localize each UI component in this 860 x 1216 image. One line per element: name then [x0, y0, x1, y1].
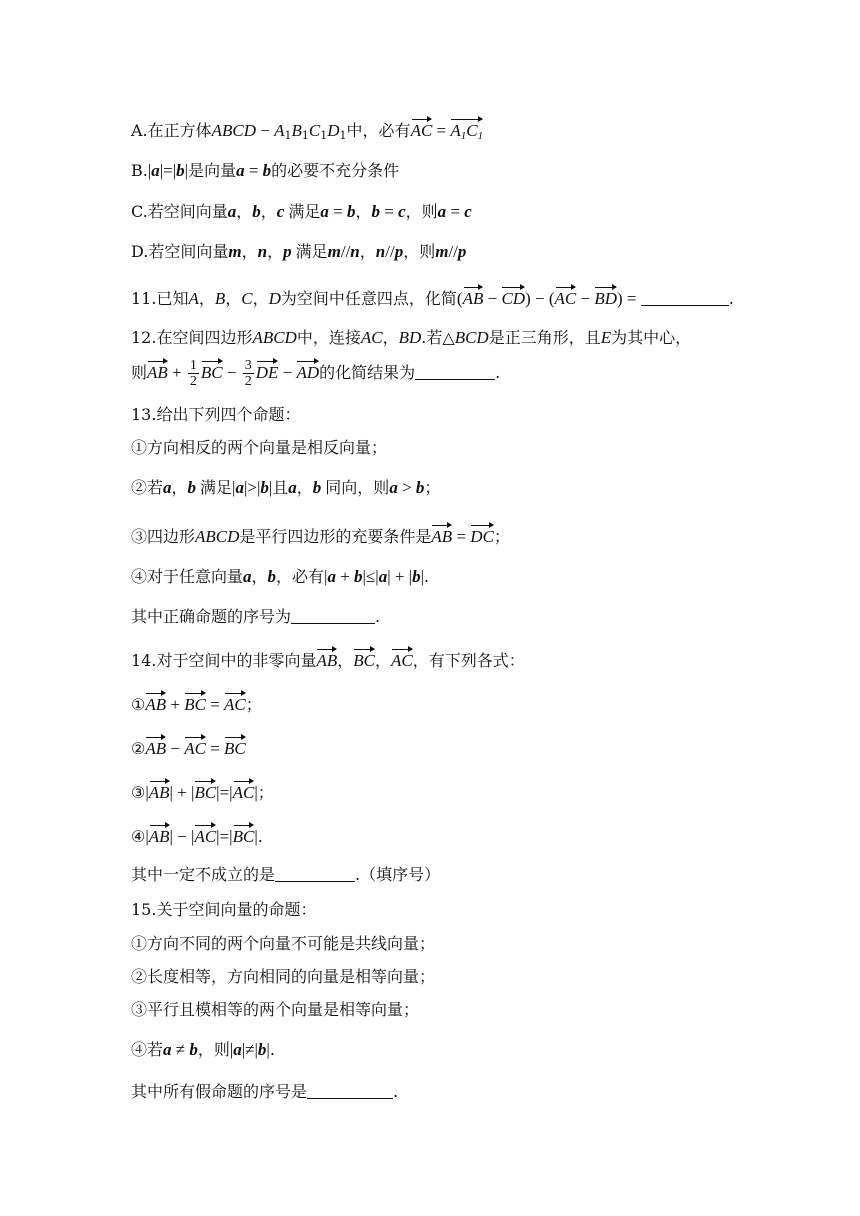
option-c: C.若空间向量a，b，c 满足a = b，b = c，则a = c: [131, 202, 472, 221]
question-13-title: 13.给出下列四个命题：: [131, 405, 301, 424]
question-11: 11.已知A，B，C，D为空间中任意四点，化简(AB − CD) − (AC − BD) = .: [131, 285, 734, 310]
question-13-footer: 其中正确命题的序号为 .: [131, 607, 381, 626]
option-a: A.在正方体ABCD − $A_1B_1C_1D_1$中，必有AC = $A_1C_1$: [131, 117, 483, 147]
question-12-line2: 则AB + $\frac{1}{2}$ BC − $\frac{3}{2}$ DE − AD的化简结果为 .: [131, 358, 501, 389]
question-14-item-2: ②AB − AC = BC: [131, 735, 246, 760]
question-15-item-4: ④若a ≠ b，则|a|≠|b|.: [131, 1040, 275, 1059]
question-14-footer: 其中一定不成立的是 .（填序号）: [131, 865, 441, 884]
question-15-item-3: ③平行且模相等的两个向量是相等向量；: [131, 1000, 420, 1019]
question-14-item-1: ①AB + BC = AC；: [131, 691, 262, 716]
question-15-footer: 其中所有假命题的序号是 .: [131, 1082, 399, 1101]
question-13-item-3: ③四边形ABCD是平行四边形的充要条件是AB = DC；: [131, 523, 510, 548]
question-13-item-4: ④对于任意向量a，b，必有|a + b|≤|a| + |b|.: [131, 567, 430, 586]
question-14-item-4: ④|AB| − |AC|=|BC|.: [131, 823, 263, 848]
option-b: B.|a|=|b|是向量a = b的必要不充分条件: [131, 161, 400, 180]
question-15-item-2: ②长度相等，方向相同的向量是相等向量；: [131, 967, 436, 986]
option-d: D.若空间向量m，n，p 满足m//n，n//p，则m//p: [131, 242, 467, 261]
question-13-item-1: ①方向相反的两个向量是相反向量；: [131, 438, 388, 457]
question-15-item-1: ①方向不同的两个向量不可能是共线向量；: [131, 934, 436, 953]
question-14-item-3: ③|AB| + |BC|=|AC|；: [131, 779, 274, 804]
question-12-line1: 12.在空间四边形ABCD中，连接AC，BD.若△BCD是正三角形，且E为其中心，: [131, 328, 692, 347]
question-13-item-2: ②若a，b 满足|a|>|b|且a，b 同向，则a > b；: [131, 478, 441, 497]
question-15-title: 15.关于空间向量的命题：: [131, 900, 317, 919]
question-14-title: 14.对于空间中的非零向量AB，BC，AC，有下列各式：: [131, 647, 525, 672]
